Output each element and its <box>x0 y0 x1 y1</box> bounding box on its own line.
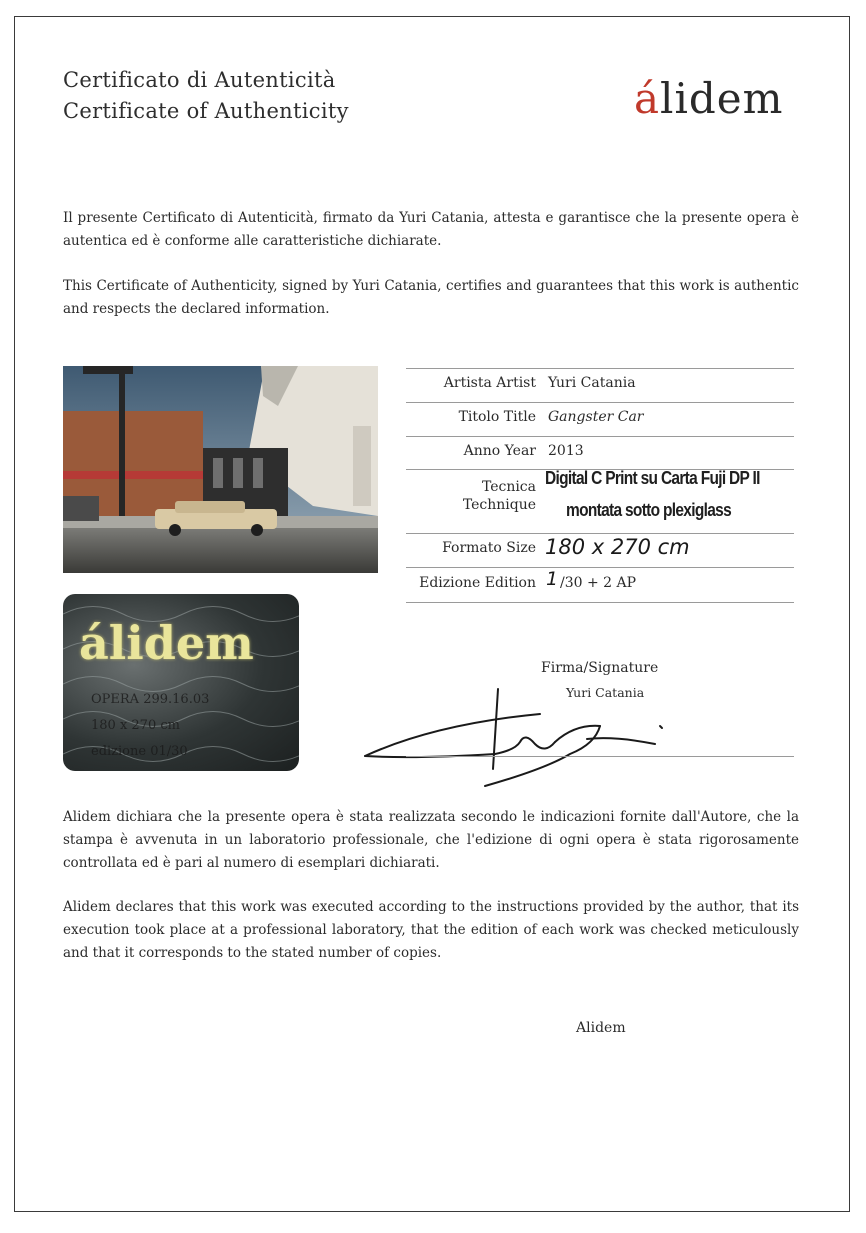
signature-rule <box>406 756 794 757</box>
signature-name: Yuri Catania <box>566 685 645 700</box>
artist-value: Yuri Catania <box>548 375 636 391</box>
title-value: Gangster Car <box>548 409 644 425</box>
hologram-logo: álidem <box>79 616 254 670</box>
intro-italian: Il presente Certificato di Autenticità, firmato da Yuri Catania, attesta e garantisce che la presente opera è autentica ed è conforme alle caratteristiche dichiarate. <box>63 210 799 249</box>
title-label: Titolo Title <box>458 409 536 425</box>
title-italian: Certificato di Autenticità <box>63 68 336 92</box>
size-value-handwritten: 180 x 270 cm <box>545 535 690 559</box>
hologram-edition: edizione 01/30 <box>91 744 188 759</box>
year-value: 2013 <box>548 443 584 459</box>
size-label: Formato Size <box>442 540 536 556</box>
table-rule <box>406 436 794 437</box>
artwork-image <box>63 366 378 573</box>
handwritten-signature <box>355 684 685 794</box>
table-rule <box>406 533 794 534</box>
edition-number-handwritten: 1 <box>546 568 559 590</box>
table-rule <box>406 567 794 568</box>
technique-value-line2: montata sotto plexiglass <box>566 500 731 520</box>
technique-label-en: Technique <box>462 497 536 513</box>
table-rule <box>406 602 794 603</box>
declaration-english: Alidem declares that this work was executed according to the instructions provided by the author, that its execution took place at a professional laboratory, that the edition of each work was checked meticulously and that it corresponds to the stated number of copies. <box>63 899 799 961</box>
footer-name: Alidem <box>576 1020 626 1036</box>
intro-english: This Certificate of Authenticity, signed by Yuri Catania, certifies and guarantees that this work is authentic and respects the declared information. <box>63 278 799 317</box>
hologram-opera: OPERA 299.16.03 <box>91 692 210 707</box>
hologram-seal <box>63 594 299 771</box>
title-english: Certificate of Authenticity <box>63 99 349 123</box>
edition-total: /30 + 2 AP <box>560 575 637 591</box>
table-rule <box>406 368 794 369</box>
alidem-logo: álidem <box>634 74 784 123</box>
hologram-size: 180 x 270 cm <box>91 718 180 733</box>
signature-label: Firma/Signature <box>541 660 659 676</box>
artwork-photo <box>63 366 378 573</box>
technique-value-line1: Digital C Print su Carta Fuji DP II <box>545 468 760 488</box>
declaration-italian: Alidem dichiara che la presente opera è stata realizzata secondo le indicazioni fornite dall'Autore, che la stampa è avvenuta in un laboratorio professionale, che l'edizione di ogni opera è stata rigorosamente controllata ed è pari al numero di esemplari dichiarati. <box>63 809 799 871</box>
year-label: Anno Year <box>463 443 536 459</box>
artist-label: Artista Artist <box>443 375 536 391</box>
table-rule <box>406 402 794 403</box>
edition-label: Edizione Edition <box>419 575 536 591</box>
technique-label-it: Tecnica <box>481 479 536 495</box>
